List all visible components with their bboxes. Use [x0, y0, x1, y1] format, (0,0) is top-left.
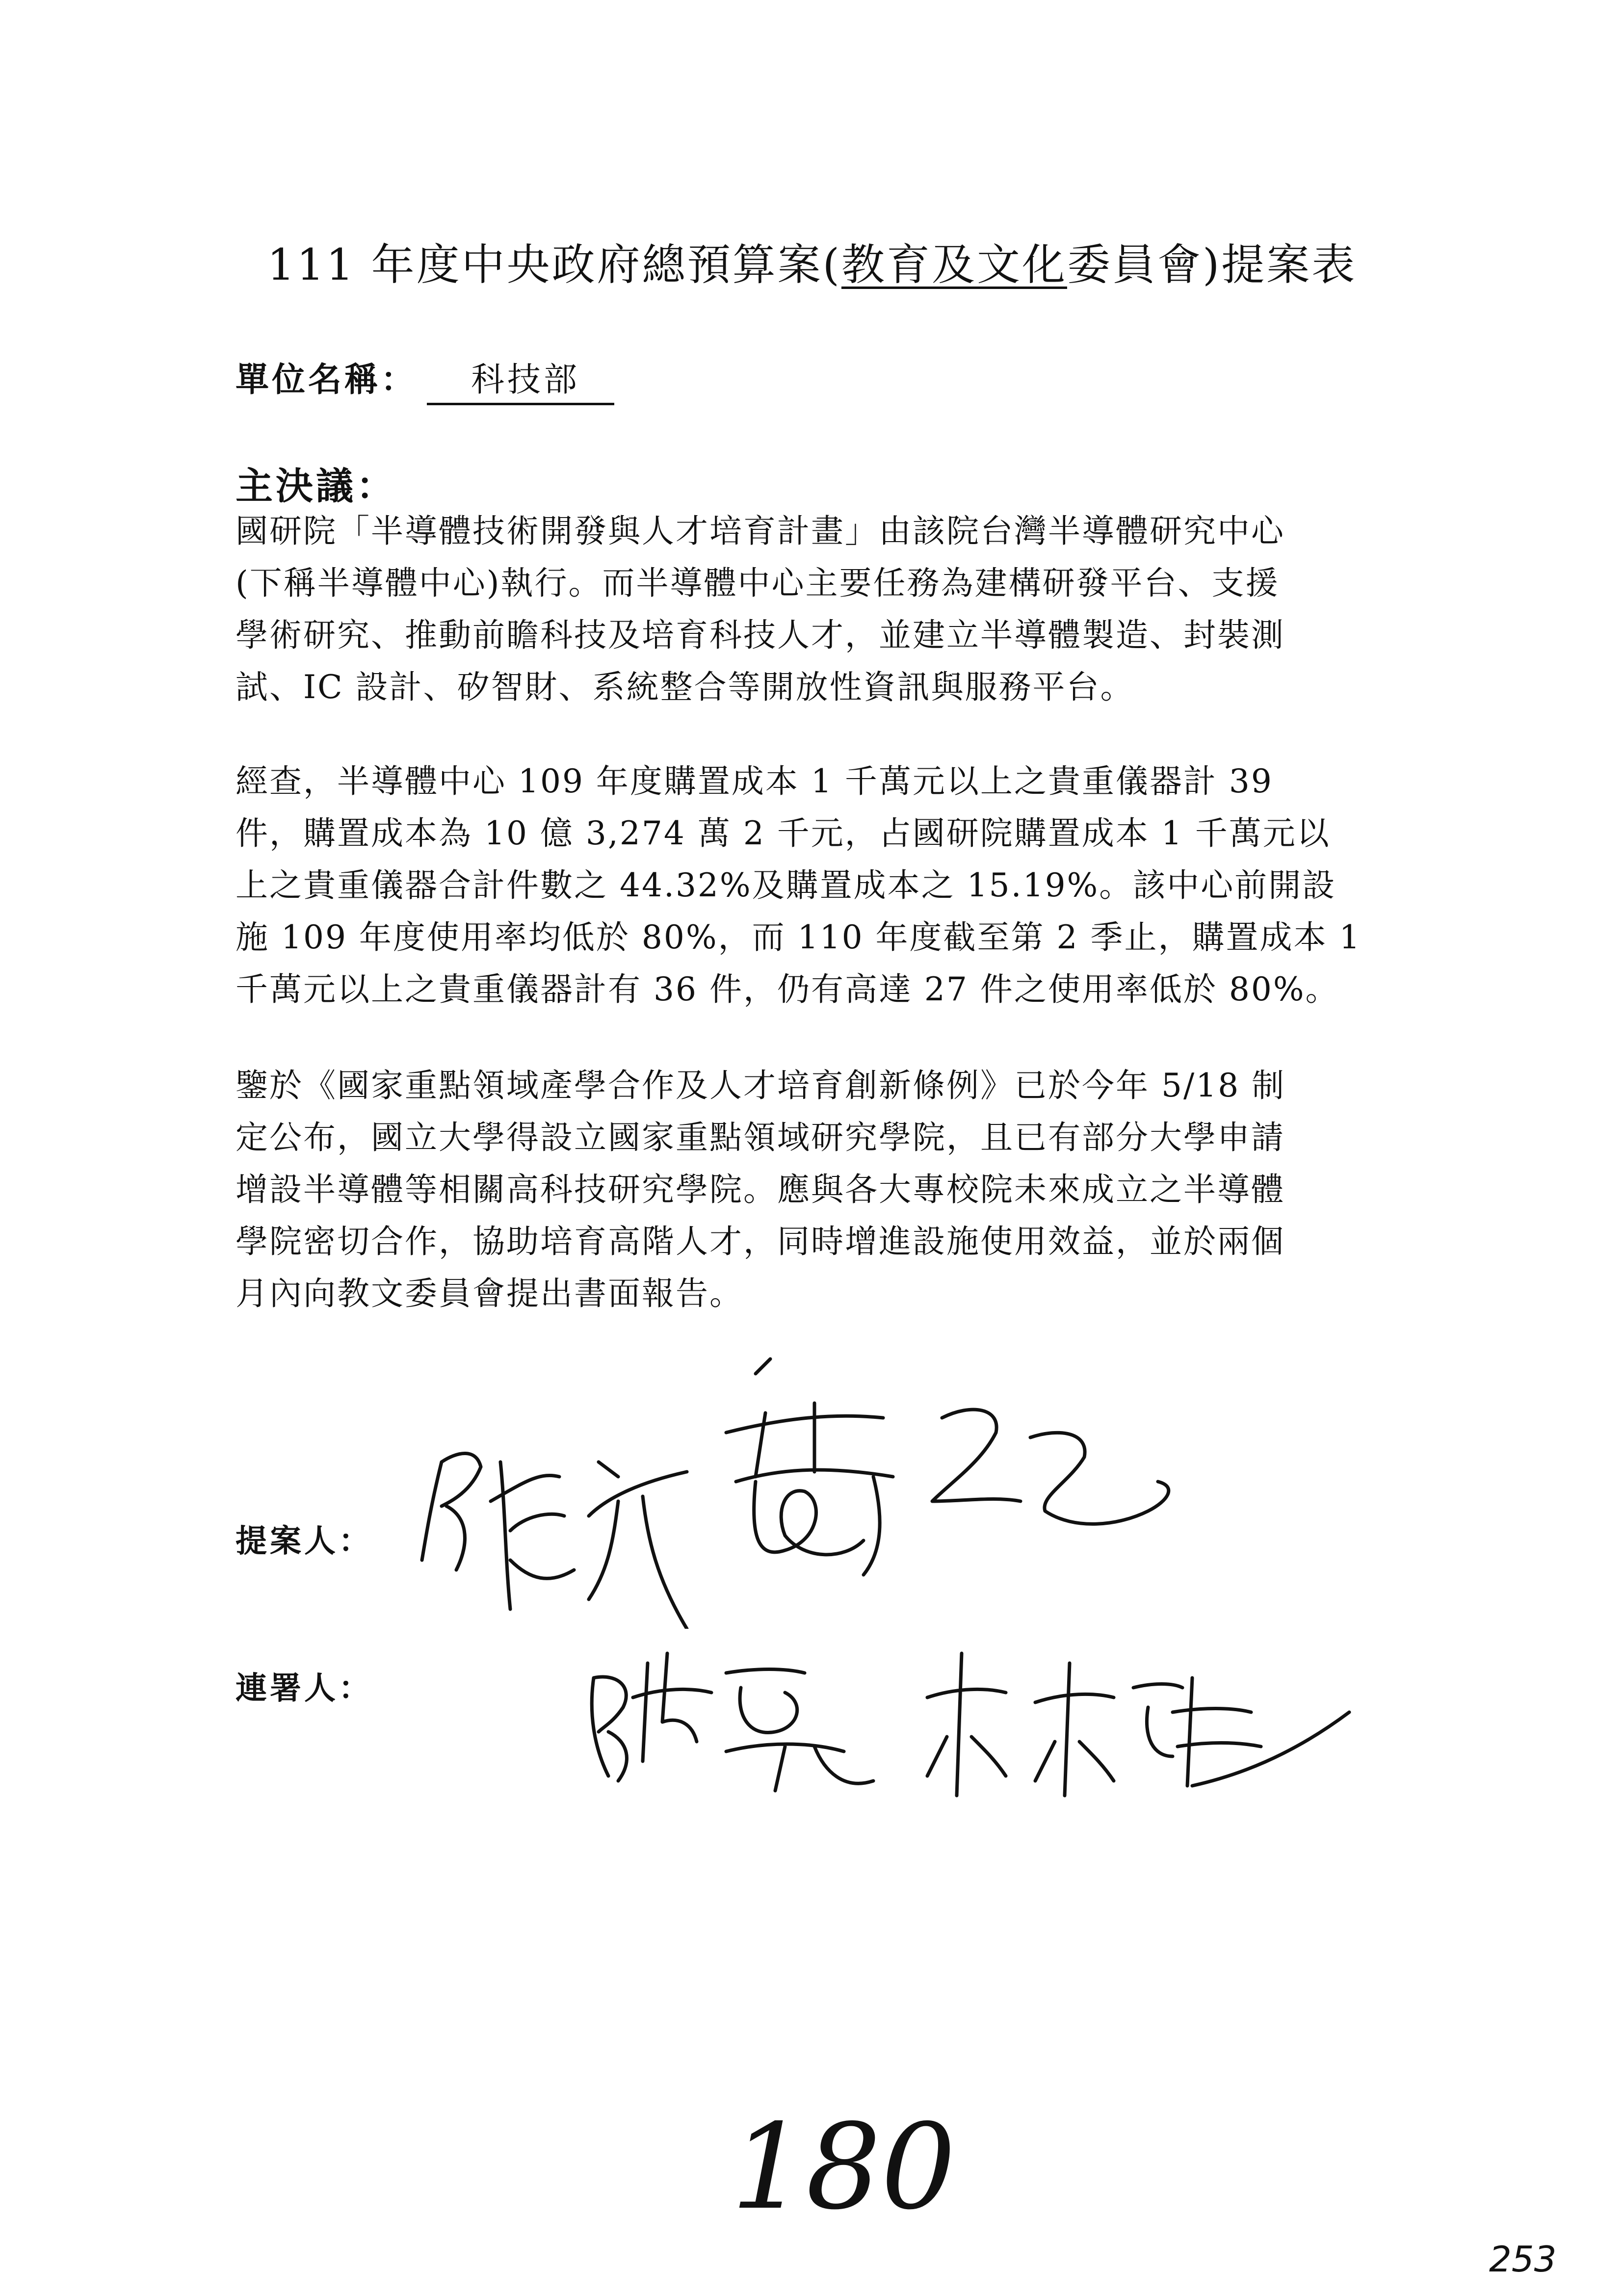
handwritten-number-180	[726, 2085, 1001, 2252]
corner-note-text: 253	[1489, 2239, 1557, 2280]
paragraph-line: 上之貴重儀器合計件數之 44.32%及購置成本之 15.19%。該中心前開設	[236, 866, 1336, 904]
paragraph-2	[236, 756, 1433, 1016]
paragraph-line: 施 109 年度使用率均低於 80%，而 110 年度截至第 2 季止，購置成本 1	[236, 918, 1362, 956]
paragraph-line: 試、IC 設計、矽智財、系統整合等開放性資訊與服務平台。	[236, 668, 1134, 706]
paragraph-line: 國研院「半導體技術開發與人才培育計畫」由該院台灣半導體研究中心	[236, 512, 1285, 550]
document-title	[0, 231, 1624, 292]
cosigner-signature-1	[579, 1634, 883, 1800]
paragraph-line: 增設半導體等相關高科技研究學院。應與各大專校院未來成立之半導體	[236, 1171, 1285, 1208]
unit-row	[236, 353, 614, 405]
paragraph-line: 月內向教文委員會提出書面報告。	[236, 1275, 743, 1312]
handwritten-number-text: 180	[731, 2098, 956, 2236]
paragraph-line: 定公布，國立大學得設立國家重點領域研究學院，且已有部分大學申請	[236, 1119, 1285, 1156]
title-prefix: 111 年度中央政府總預算案(	[267, 239, 841, 290]
title-suffix: 委員會)提案表	[1067, 239, 1357, 290]
paragraph-3	[236, 1060, 1433, 1320]
cosigner-label: 連署人：	[236, 1670, 373, 1707]
paragraph-line: 件，購置成本為 10 億 3,274 萬 2 千元，占國研院購置成本 1 千萬元以	[236, 814, 1331, 852]
proposer-label: 提案人：	[236, 1523, 373, 1560]
resolution-label: 主決議：	[236, 464, 396, 508]
paragraph-line: 鑒於《國家重點領域產學合作及人才培育創新條例》已於今年 5/18 制	[236, 1067, 1286, 1104]
paragraph-line: 經查，半導體中心 109 年度購置成本 1 千萬元以上之貴重儀器計 39	[236, 762, 1273, 800]
corner-note	[1487, 2232, 1585, 2286]
proposer-signature	[412, 1354, 1197, 1629]
title-committee: 教育及文化	[841, 239, 1067, 290]
unit-label: 單位名稱：	[236, 361, 418, 399]
paragraph-line: 千萬元以上之貴重儀器計有 36 件，仍有高達 27 件之使用率低於 80%。	[236, 970, 1339, 1008]
paragraph-line: 學術研究、推動前瞻科技及培育科技人才，並建立半導體製造、封裝測	[236, 616, 1285, 654]
unit-value: 科技部	[427, 353, 614, 405]
paragraph-line: (下稱半導體中心)執行。而半導體中心主要任務為建構研發平台、支援	[236, 564, 1280, 602]
paragraph-line: 學院密切合作，協助培育高階人才，同時增進設施使用效益，並於兩個	[236, 1223, 1285, 1260]
cosigner-signature-2	[917, 1639, 1359, 1815]
paragraph-1	[236, 505, 1433, 713]
